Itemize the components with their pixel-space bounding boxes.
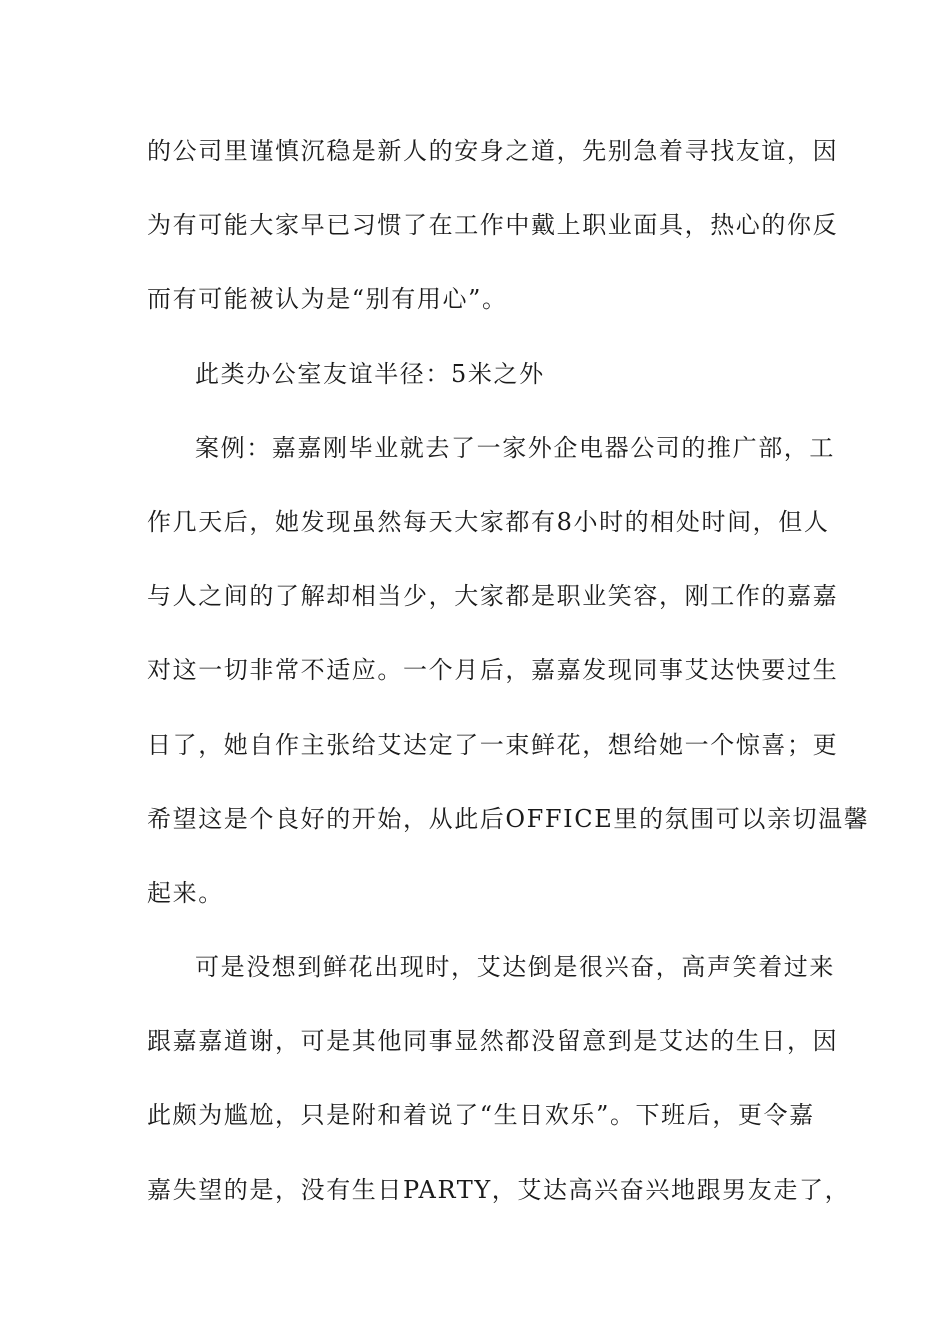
- text-line: 起来。: [147, 878, 224, 907]
- text-line: 与人之间的了解却相当少，大家都是职业笑容，刚工作的嘉嘉: [147, 582, 839, 611]
- text-line: 希望这是个良好的开始，从此后OFFICE里的氛围可以亲切温馨: [147, 804, 870, 833]
- body-text: [147, 126, 870, 1239]
- section-heading: 此类办公室友谊半径：5米之外: [195, 359, 545, 388]
- text-line: 此颇为尴尬，只是附和着说了“生日欢乐”。下班后，更令嘉: [147, 1101, 815, 1130]
- text-line: 案例：嘉嘉刚毕业就去了一家外企电器公司的推广部，工: [195, 433, 835, 462]
- text-line: 而有可能被认为是“别有用心”。: [147, 285, 508, 314]
- text-line: 嘉失望的是，没有生日PARTY，艾达高兴奋兴地跟男友走了，: [147, 1175, 851, 1204]
- text-line: 的公司里谨慎沉稳是新人的安身之道，先别急着寻找友谊，因: [147, 137, 839, 165]
- text-line: 对这一切非常不适应。一个月后，嘉嘉发现同事艾达快要过生: [147, 656, 839, 685]
- text-line: 作几天后，她发现虽然每天大家都有8小时的相处时间，但人: [147, 507, 830, 536]
- text-line: 跟嘉嘉道谢，可是其他同事显然都没留意到是艾达的生日，因: [147, 1027, 839, 1056]
- text-line: 为有可能大家早已习惯了在工作中戴上职业面具，热心的你反: [147, 211, 839, 240]
- text-line: 日了，她自作主张给艾达定了一束鲜花，想给她一个惊喜；更: [147, 730, 839, 759]
- text-line: 可是没想到鲜花出现时，艾达倒是很兴奋，高声笑着过来: [195, 953, 835, 982]
